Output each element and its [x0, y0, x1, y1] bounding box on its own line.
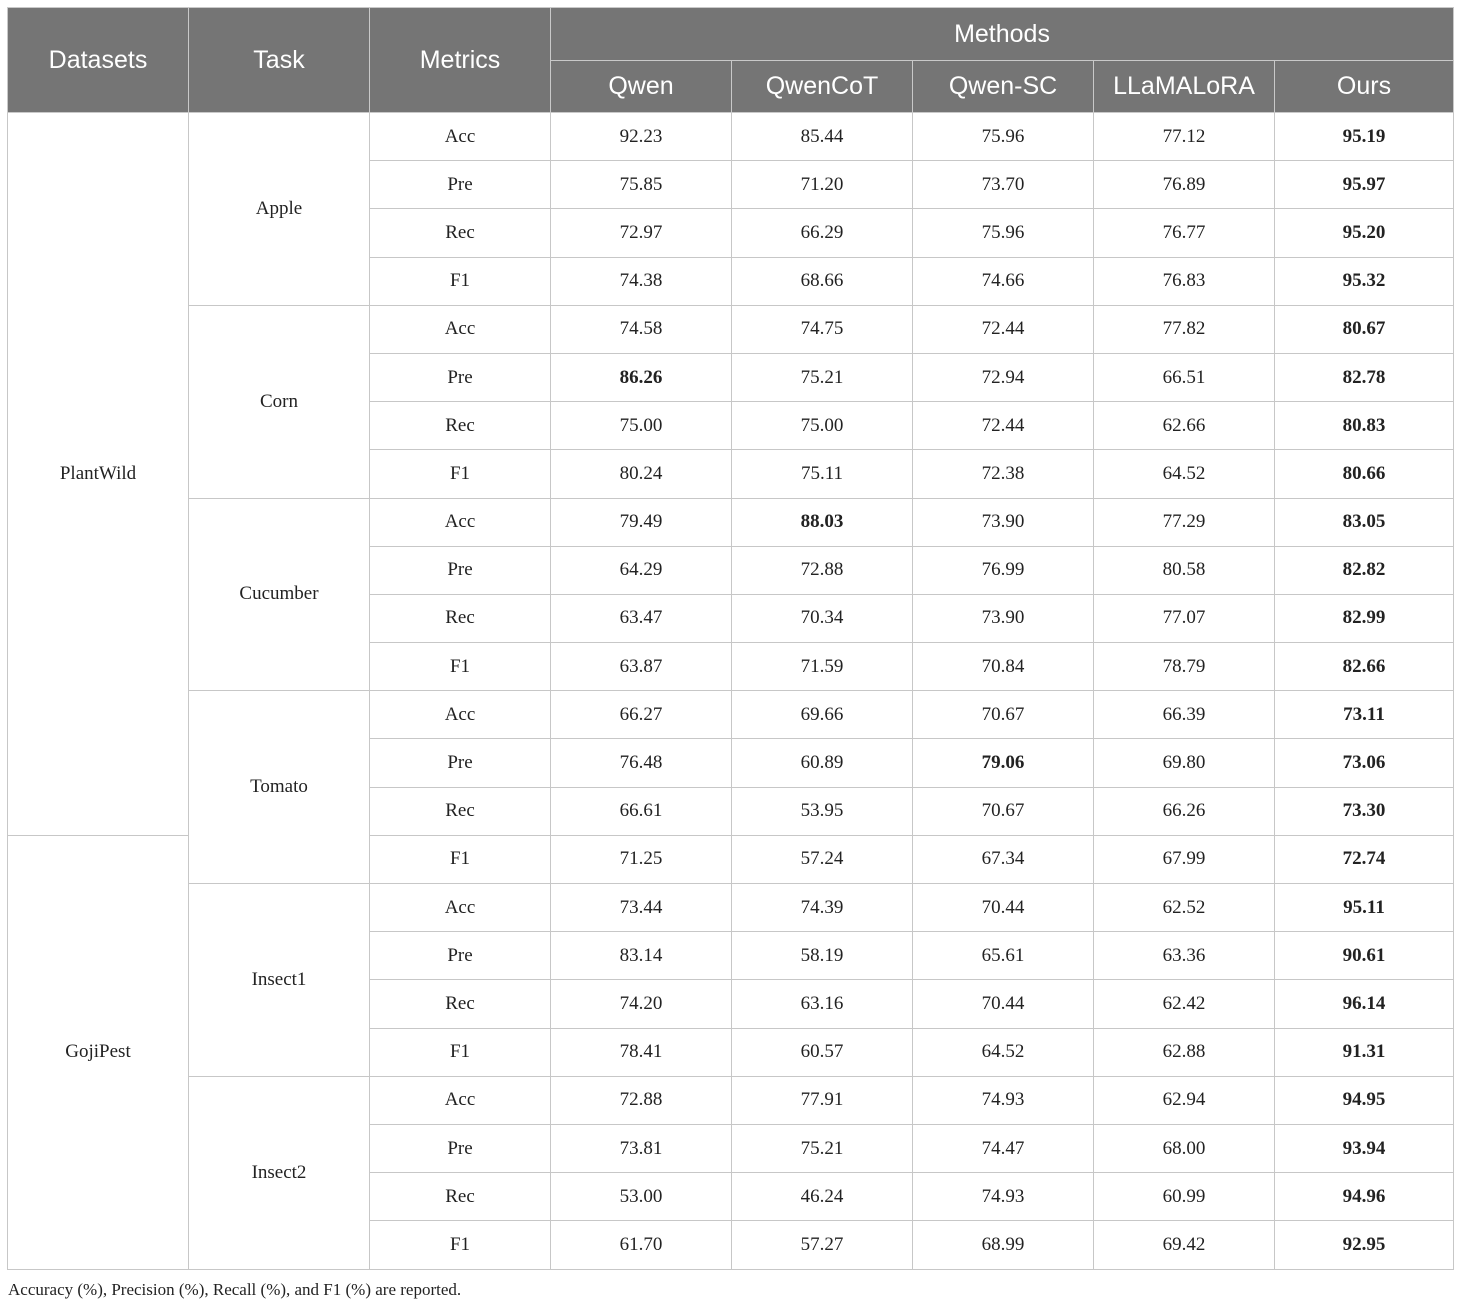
- value-cell: 74.75: [732, 305, 913, 353]
- value-cell: 75.21: [732, 1124, 913, 1172]
- task-cell: Insect1: [189, 884, 370, 1077]
- value-cell: 60.57: [732, 1028, 913, 1076]
- header-method-llamalora: LLaMALoRA: [1094, 61, 1275, 113]
- value-cell: 82.99: [1275, 594, 1454, 642]
- value-cell: 68.99: [913, 1221, 1094, 1269]
- value-cell: 93.94: [1275, 1124, 1454, 1172]
- value-cell: 73.81: [551, 1124, 732, 1172]
- metric-cell: Pre: [370, 353, 551, 401]
- value-cell: 64.52: [1094, 450, 1275, 498]
- value-cell: 76.83: [1094, 257, 1275, 305]
- value-cell: 57.27: [732, 1221, 913, 1269]
- metric-cell: Acc: [370, 1076, 551, 1124]
- value-cell: 66.51: [1094, 353, 1275, 401]
- value-cell: 77.07: [1094, 594, 1275, 642]
- metric-cell: F1: [370, 643, 551, 691]
- value-cell: 53.95: [732, 787, 913, 835]
- value-cell: 75.00: [551, 402, 732, 450]
- metric-cell: Rec: [370, 1173, 551, 1221]
- value-cell: 75.00: [732, 402, 913, 450]
- value-cell: 66.27: [551, 691, 732, 739]
- value-cell: 71.20: [732, 161, 913, 209]
- value-cell: 62.94: [1094, 1076, 1275, 1124]
- header-method-ours: Ours: [1275, 61, 1454, 113]
- table-body: [8, 113, 1454, 1270]
- metric-cell: F1: [370, 1221, 551, 1269]
- value-cell: 80.67: [1275, 305, 1454, 353]
- table-row: [8, 498, 1454, 546]
- value-cell: 74.66: [913, 257, 1094, 305]
- value-cell: 95.19: [1275, 113, 1454, 161]
- value-cell: 63.87: [551, 643, 732, 691]
- metric-cell: Acc: [370, 113, 551, 161]
- value-cell: 68.00: [1094, 1124, 1275, 1172]
- metric-cell: Rec: [370, 402, 551, 450]
- value-cell: 79.06: [913, 739, 1094, 787]
- value-cell: 72.88: [732, 546, 913, 594]
- metric-cell: Acc: [370, 884, 551, 932]
- value-cell: 70.44: [913, 980, 1094, 1028]
- value-cell: 75.21: [732, 353, 913, 401]
- header-datasets: Datasets: [8, 8, 189, 113]
- value-cell: 68.66: [732, 257, 913, 305]
- value-cell: 64.29: [551, 546, 732, 594]
- value-cell: 72.97: [551, 209, 732, 257]
- value-cell: 80.24: [551, 450, 732, 498]
- table-row: [8, 305, 1454, 353]
- task-cell: Tomato: [189, 691, 370, 884]
- value-cell: 63.47: [551, 594, 732, 642]
- value-cell: 74.39: [732, 884, 913, 932]
- metric-cell: Pre: [370, 932, 551, 980]
- value-cell: 72.74: [1275, 835, 1454, 883]
- value-cell: 83.05: [1275, 498, 1454, 546]
- value-cell: 72.44: [913, 402, 1094, 450]
- results-table: [7, 7, 1454, 1270]
- value-cell: 92.95: [1275, 1221, 1454, 1269]
- value-cell: 95.20: [1275, 209, 1454, 257]
- value-cell: 78.41: [551, 1028, 732, 1076]
- header-task: Task: [189, 8, 370, 113]
- value-cell: 75.11: [732, 450, 913, 498]
- header-method-qwen-sc: Qwen-SC: [913, 61, 1094, 113]
- value-cell: 69.66: [732, 691, 913, 739]
- value-cell: 96.14: [1275, 980, 1454, 1028]
- value-cell: 64.52: [913, 1028, 1094, 1076]
- value-cell: 66.29: [732, 209, 913, 257]
- value-cell: 94.96: [1275, 1173, 1454, 1221]
- value-cell: 62.42: [1094, 980, 1275, 1028]
- metric-cell: Rec: [370, 980, 551, 1028]
- value-cell: 53.00: [551, 1173, 732, 1221]
- value-cell: 62.66: [1094, 402, 1275, 450]
- metric-cell: F1: [370, 257, 551, 305]
- value-cell: 95.32: [1275, 257, 1454, 305]
- value-cell: 95.11: [1275, 884, 1454, 932]
- value-cell: 82.82: [1275, 546, 1454, 594]
- value-cell: 67.34: [913, 835, 1094, 883]
- metric-cell: Rec: [370, 594, 551, 642]
- value-cell: 73.30: [1275, 787, 1454, 835]
- value-cell: 57.24: [732, 835, 913, 883]
- value-cell: 80.58: [1094, 546, 1275, 594]
- header-methods: Methods: [551, 8, 1454, 61]
- value-cell: 77.82: [1094, 305, 1275, 353]
- header-method-qwen: Qwen: [551, 61, 732, 113]
- value-cell: 91.31: [1275, 1028, 1454, 1076]
- value-cell: 60.89: [732, 739, 913, 787]
- value-cell: 61.70: [551, 1221, 732, 1269]
- value-cell: 78.79: [1094, 643, 1275, 691]
- task-cell: Insect2: [189, 1076, 370, 1269]
- header-metrics: Metrics: [370, 8, 551, 113]
- value-cell: 75.96: [913, 113, 1094, 161]
- value-cell: 73.11: [1275, 691, 1454, 739]
- value-cell: 66.61: [551, 787, 732, 835]
- value-cell: 70.67: [913, 787, 1094, 835]
- value-cell: 73.44: [551, 884, 732, 932]
- value-cell: 69.42: [1094, 1221, 1275, 1269]
- value-cell: 86.26: [551, 353, 732, 401]
- value-cell: 77.12: [1094, 113, 1275, 161]
- value-cell: 73.70: [913, 161, 1094, 209]
- value-cell: 62.52: [1094, 884, 1275, 932]
- value-cell: 65.61: [913, 932, 1094, 980]
- value-cell: 58.19: [732, 932, 913, 980]
- value-cell: 72.88: [551, 1076, 732, 1124]
- metric-cell: Pre: [370, 1124, 551, 1172]
- metric-cell: F1: [370, 1028, 551, 1076]
- task-cell: Cucumber: [189, 498, 370, 691]
- value-cell: 70.84: [913, 643, 1094, 691]
- table-row: [8, 113, 1454, 161]
- table-row: [8, 691, 1454, 739]
- value-cell: 73.06: [1275, 739, 1454, 787]
- metric-cell: Pre: [370, 739, 551, 787]
- header-method-qwencot: QwenCoT: [732, 61, 913, 113]
- value-cell: 76.77: [1094, 209, 1275, 257]
- value-cell: 76.89: [1094, 161, 1275, 209]
- value-cell: 74.58: [551, 305, 732, 353]
- value-cell: 80.66: [1275, 450, 1454, 498]
- metric-cell: Pre: [370, 161, 551, 209]
- value-cell: 73.90: [913, 498, 1094, 546]
- value-cell: 74.38: [551, 257, 732, 305]
- task-cell: Apple: [189, 113, 370, 306]
- metric-cell: Acc: [370, 498, 551, 546]
- value-cell: 75.96: [913, 209, 1094, 257]
- value-cell: 75.85: [551, 161, 732, 209]
- value-cell: 79.49: [551, 498, 732, 546]
- value-cell: 71.25: [551, 835, 732, 883]
- header-row-top: [8, 8, 1454, 61]
- metric-cell: Rec: [370, 209, 551, 257]
- table-row: [8, 1076, 1454, 1124]
- metric-cell: F1: [370, 450, 551, 498]
- value-cell: 73.90: [913, 594, 1094, 642]
- value-cell: 70.34: [732, 594, 913, 642]
- dataset-cell: PlantWild: [8, 113, 189, 836]
- value-cell: 76.48: [551, 739, 732, 787]
- value-cell: 77.29: [1094, 498, 1275, 546]
- value-cell: 92.23: [551, 113, 732, 161]
- value-cell: 62.88: [1094, 1028, 1275, 1076]
- metric-cell: Pre: [370, 546, 551, 594]
- value-cell: 74.93: [913, 1076, 1094, 1124]
- value-cell: 82.78: [1275, 353, 1454, 401]
- value-cell: 72.44: [913, 305, 1094, 353]
- value-cell: 46.24: [732, 1173, 913, 1221]
- dataset-cell: GojiPest: [8, 835, 189, 1269]
- value-cell: 94.95: [1275, 1076, 1454, 1124]
- task-cell: Corn: [189, 305, 370, 498]
- value-cell: 70.67: [913, 691, 1094, 739]
- value-cell: 95.97: [1275, 161, 1454, 209]
- value-cell: 85.44: [732, 113, 913, 161]
- value-cell: 63.16: [732, 980, 913, 1028]
- value-cell: 74.93: [913, 1173, 1094, 1221]
- value-cell: 63.36: [1094, 932, 1275, 980]
- metric-cell: Acc: [370, 305, 551, 353]
- value-cell: 74.20: [551, 980, 732, 1028]
- value-cell: 76.99: [913, 546, 1094, 594]
- table-footnote: Accuracy (%), Precision (%), Recall (%), and F1 (%) are reported.: [8, 1280, 462, 1299]
- value-cell: 82.66: [1275, 643, 1454, 691]
- value-cell: 72.94: [913, 353, 1094, 401]
- value-cell: 72.38: [913, 450, 1094, 498]
- value-cell: 67.99: [1094, 835, 1275, 883]
- value-cell: 60.99: [1094, 1173, 1275, 1221]
- metric-cell: Acc: [370, 691, 551, 739]
- metric-cell: F1: [370, 835, 551, 883]
- value-cell: 71.59: [732, 643, 913, 691]
- value-cell: 66.39: [1094, 691, 1275, 739]
- value-cell: 66.26: [1094, 787, 1275, 835]
- metric-cell: Rec: [370, 787, 551, 835]
- value-cell: 77.91: [732, 1076, 913, 1124]
- table-row: [8, 884, 1454, 932]
- value-cell: 83.14: [551, 932, 732, 980]
- value-cell: 74.47: [913, 1124, 1094, 1172]
- value-cell: 70.44: [913, 884, 1094, 932]
- value-cell: 69.80: [1094, 739, 1275, 787]
- value-cell: 88.03: [732, 498, 913, 546]
- value-cell: 80.83: [1275, 402, 1454, 450]
- value-cell: 90.61: [1275, 932, 1454, 980]
